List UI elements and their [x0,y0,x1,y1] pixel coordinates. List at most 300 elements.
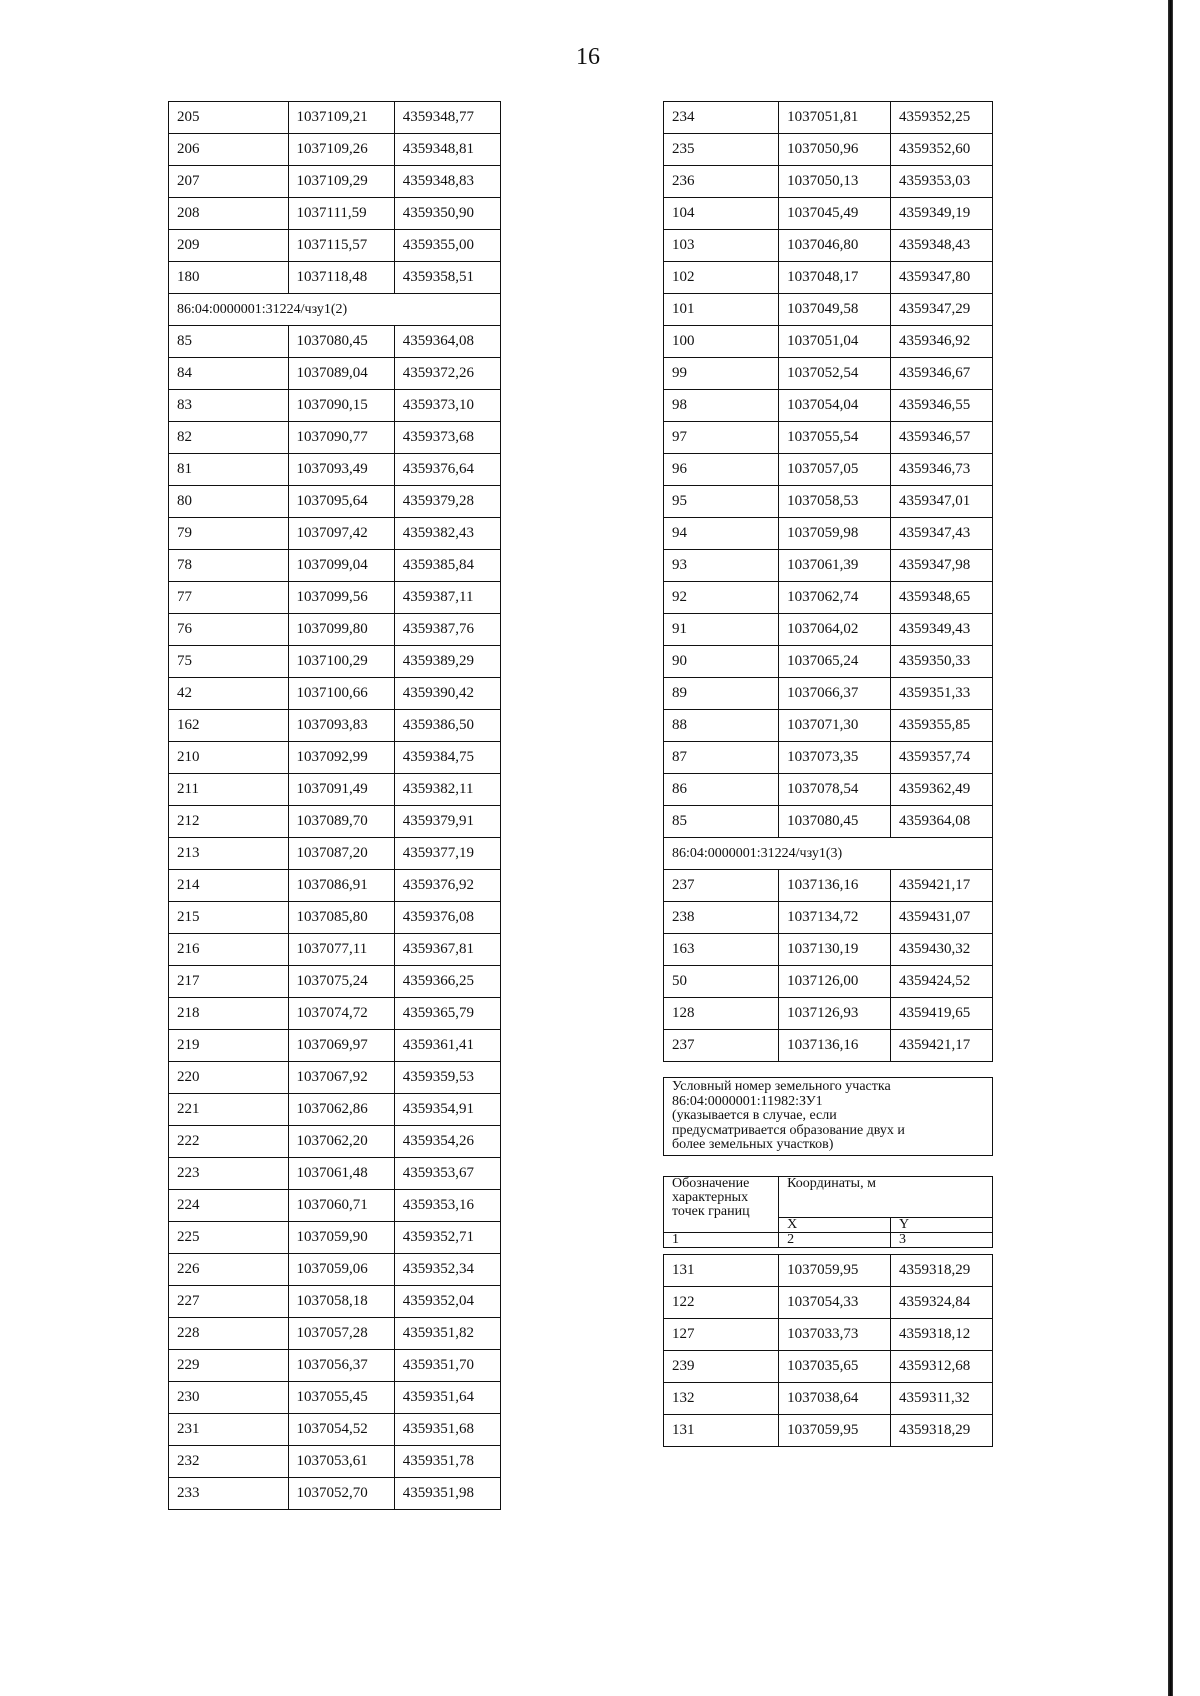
x-coordinate-cell: 1037115,57 [288,230,394,262]
right-coordinates-table [663,101,993,1062]
x-coordinate-cell: 1037061,39 [779,550,891,582]
table-row [169,326,501,358]
y-coordinate-cell: 4359377,19 [394,838,500,870]
x-coordinate-cell: 1037045,49 [779,198,891,230]
point-id-cell: 85 [169,326,289,358]
point-id-cell: 84 [169,358,289,390]
table-row [169,486,501,518]
x-coordinate-cell: 1037059,98 [779,518,891,550]
table-row [664,102,993,134]
table-row [169,198,501,230]
y-coordinate-cell: 4359354,91 [394,1094,500,1126]
point-id-cell: 94 [664,518,779,550]
column-number: 3 [891,1233,993,1248]
point-id-cell: 163 [664,934,779,966]
point-id-cell: 234 [664,102,779,134]
x-coordinate-cell: 1037111,59 [288,198,394,230]
y-coordinate-cell: 4359431,07 [891,902,993,934]
point-id-cell: 162 [169,710,289,742]
point-id-cell: 104 [664,198,779,230]
point-id-cell: 127 [664,1319,779,1351]
condition-line: более земельных участков) [672,1137,834,1152]
table-row [169,870,501,902]
point-id-cell: 95 [664,486,779,518]
y-coordinate-cell: 4359390,42 [394,678,500,710]
y-coordinate-cell: 4359366,25 [394,966,500,998]
x-coordinate-cell: 1037058,18 [288,1286,394,1318]
x-coordinate-cell: 1037085,80 [288,902,394,934]
y-coordinate-cell: 4359348,83 [394,166,500,198]
point-id-cell: 89 [664,678,779,710]
x-coordinate-cell: 1037057,28 [288,1318,394,1350]
x-coordinate-cell: 1037093,49 [288,454,394,486]
condition-line: (указывается в случае, если [672,1108,837,1123]
table-row [664,198,993,230]
point-id-cell: 42 [169,678,289,710]
point-id-cell: 219 [169,1030,289,1062]
table-row [169,1158,501,1190]
y-coordinate-cell: 4359346,92 [891,326,993,358]
y-coordinate-cell: 4359430,32 [891,934,993,966]
point-id-cell: 237 [664,870,779,902]
y-coordinate-cell: 4359385,84 [394,550,500,582]
y-coordinate-cell: 4359362,49 [891,774,993,806]
x-coordinate-cell: 1037052,54 [779,358,891,390]
point-id-cell: 239 [664,1351,779,1383]
x-coordinate-cell: 1037134,72 [779,902,891,934]
table-row [169,1222,501,1254]
point-id-cell: 75 [169,646,289,678]
point-id-cell: 76 [169,614,289,646]
left-coordinates-table [168,101,501,1510]
table-row [664,230,993,262]
table-row [169,742,501,774]
x-coordinate-cell: 1037109,21 [288,102,394,134]
point-id-cell: 122 [664,1287,779,1319]
y-coordinate-cell: 4359357,74 [891,742,993,774]
x-coordinate-cell: 1037073,35 [779,742,891,774]
y-coordinate-cell: 4359382,43 [394,518,500,550]
point-id-cell: 50 [664,966,779,998]
point-id-cell: 226 [169,1254,289,1286]
y-coordinate-cell: 4359351,64 [394,1382,500,1414]
x-coordinate-cell: 1037095,64 [288,486,394,518]
y-coordinate-cell: 4359353,16 [394,1190,500,1222]
y-coordinate-cell: 4359318,12 [891,1319,993,1351]
x-coordinate-cell: 1037089,04 [288,358,394,390]
y-coordinate-cell: 4359419,65 [891,998,993,1030]
x-coordinate-cell: 1037038,64 [779,1383,891,1415]
point-id-cell: 102 [664,262,779,294]
y-coordinate-cell: 4359384,75 [394,742,500,774]
y-coordinate-cell: 4359352,60 [891,134,993,166]
point-id-cell: 233 [169,1478,289,1510]
point-id-cell: 92 [664,582,779,614]
point-id-cell: 90 [664,646,779,678]
point-id-cell: 101 [664,294,779,326]
y-header: Y [891,1218,993,1233]
point-id-cell: 224 [169,1190,289,1222]
point-id-cell: 211 [169,774,289,806]
x-coordinate-cell: 1037109,29 [288,166,394,198]
table-row [169,934,501,966]
x-coordinate-cell: 1037050,96 [779,134,891,166]
table-row [169,1062,501,1094]
point-id-cell: 213 [169,838,289,870]
x-coordinate-cell: 1037067,92 [288,1062,394,1094]
y-coordinate-cell: 4359372,26 [394,358,500,390]
x-coordinate-cell: 1037050,13 [779,166,891,198]
scan-edge-line [1168,0,1173,1696]
x-coordinate-cell: 1037058,53 [779,486,891,518]
table-row [169,454,501,486]
x-coordinate-cell: 1037090,15 [288,390,394,422]
y-coordinate-cell: 4359348,77 [394,102,500,134]
x-coordinate-cell: 1037054,04 [779,390,891,422]
table-row [664,998,993,1030]
y-coordinate-cell: 4359347,43 [891,518,993,550]
point-id-cell: 222 [169,1126,289,1158]
point-id-cell: 85 [664,806,779,838]
x-coordinate-cell: 1037059,90 [288,1222,394,1254]
x-coordinate-cell: 1037136,16 [779,870,891,902]
table-row [664,1287,993,1319]
table-row [169,1286,501,1318]
x-coordinate-cell: 1037062,20 [288,1126,394,1158]
x-coordinate-cell: 1037055,54 [779,422,891,454]
point-id-cell: 99 [664,358,779,390]
table-row [664,1030,993,1062]
y-coordinate-cell: 4359353,67 [394,1158,500,1190]
table-row [664,326,993,358]
x-coordinate-cell: 1037097,42 [288,518,394,550]
y-coordinate-cell: 4359389,29 [394,646,500,678]
condition-line: предусматривается образование двух и [672,1122,905,1138]
y-coordinate-cell: 4359421,17 [891,870,993,902]
y-coordinate-cell: 4359348,65 [891,582,993,614]
x-coordinate-cell: 1037048,17 [779,262,891,294]
point-id-cell: 86 [664,774,779,806]
section-row [664,838,993,870]
y-coordinate-cell: 4359352,34 [394,1254,500,1286]
table-row [169,998,501,1030]
point-id-cell: 218 [169,998,289,1030]
table-row [664,262,993,294]
point-id-cell: 83 [169,390,289,422]
y-coordinate-cell: 4359376,92 [394,870,500,902]
point-id-cell: 225 [169,1222,289,1254]
y-coordinate-cell: 4359379,91 [394,806,500,838]
table-row [169,902,501,934]
designation-header: Обозначение характерных точек границ [664,1177,779,1233]
point-id-cell: 88 [664,710,779,742]
y-coordinate-cell: 4359351,68 [394,1414,500,1446]
y-coordinate-cell: 4359353,03 [891,166,993,198]
point-id-cell: 132 [664,1383,779,1415]
y-coordinate-cell: 4359352,71 [394,1222,500,1254]
table-row [169,1414,501,1446]
table-row [664,166,993,198]
point-id-cell: 235 [664,134,779,166]
y-coordinate-cell: 4359358,51 [394,262,500,294]
table-row [664,422,993,454]
point-id-cell: 212 [169,806,289,838]
section-label: 86:04:0000001:31224/чзу1(2) [169,294,501,326]
section-label: 86:04:0000001:31224/чзу1(3) [664,838,993,870]
y-coordinate-cell: 4359365,79 [394,998,500,1030]
y-coordinate-cell: 4359367,81 [394,934,500,966]
y-coordinate-cell: 4359318,29 [891,1415,993,1447]
x-coordinate-cell: 1037130,19 [779,934,891,966]
point-id-cell: 206 [169,134,289,166]
x-coordinate-cell: 1037051,04 [779,326,891,358]
coordinates-header: Координаты, м [779,1177,993,1218]
table-row [169,422,501,454]
y-coordinate-cell: 4359324,84 [891,1287,993,1319]
point-id-cell: 208 [169,198,289,230]
point-id-cell: 229 [169,1350,289,1382]
x-coordinate-cell: 1037091,49 [288,774,394,806]
point-id-cell: 230 [169,1382,289,1414]
parcel-condition-note [663,1077,993,1156]
x-coordinate-cell: 1037080,45 [288,326,394,358]
table-row [664,710,993,742]
table-row [664,486,993,518]
x-coordinate-cell: 1037053,61 [288,1446,394,1478]
table-row [664,870,993,902]
y-coordinate-cell: 4359351,33 [891,678,993,710]
point-id-cell: 180 [169,262,289,294]
y-coordinate-cell: 4359424,52 [891,966,993,998]
x-coordinate-cell: 1037049,58 [779,294,891,326]
x-coordinate-cell: 1037078,54 [779,774,891,806]
table-row [169,582,501,614]
x-coordinate-cell: 1037099,04 [288,550,394,582]
table-row [664,902,993,934]
point-id-cell: 215 [169,902,289,934]
point-id-cell: 236 [664,166,779,198]
y-coordinate-cell: 4359348,43 [891,230,993,262]
y-coordinate-cell: 4359348,81 [394,134,500,166]
point-id-cell: 81 [169,454,289,486]
condition-line: Условный номер земельного участка [672,1079,891,1094]
x-coordinate-cell: 1037126,93 [779,998,891,1030]
x-coordinate-cell: 1037064,02 [779,614,891,646]
table-row [664,390,993,422]
y-coordinate-cell: 4359347,98 [891,550,993,582]
point-id-cell: 100 [664,326,779,358]
table-row [664,582,993,614]
table-row [664,550,993,582]
table-row [664,1415,993,1447]
x-coordinate-cell: 1037065,24 [779,646,891,678]
y-coordinate-cell: 4359379,28 [394,486,500,518]
table-row [664,614,993,646]
page-number: 16 [576,44,600,70]
table-row [664,646,993,678]
point-id-cell: 227 [169,1286,289,1318]
y-coordinate-cell: 4359387,76 [394,614,500,646]
column-number: 1 [664,1233,779,1248]
x-coordinate-cell: 1037089,70 [288,806,394,838]
point-id-cell: 217 [169,966,289,998]
point-id-cell: 87 [664,742,779,774]
table-row [664,1351,993,1383]
x-coordinate-cell: 1037054,52 [288,1414,394,1446]
y-coordinate-cell: 4359346,67 [891,358,993,390]
x-coordinate-cell: 1037075,24 [288,966,394,998]
table-row [664,454,993,486]
x-coordinate-cell: 1037136,16 [779,1030,891,1062]
table-row [169,646,501,678]
table-row [169,390,501,422]
x-coordinate-cell: 1037051,81 [779,102,891,134]
y-coordinate-cell: 4359346,57 [891,422,993,454]
table-row [169,614,501,646]
y-coordinate-cell: 4359350,90 [394,198,500,230]
point-id-cell: 238 [664,902,779,934]
x-coordinate-cell: 1037059,95 [779,1255,891,1287]
x-coordinate-cell: 1037059,95 [779,1415,891,1447]
x-coordinate-cell: 1037090,77 [288,422,394,454]
y-coordinate-cell: 4359382,11 [394,774,500,806]
x-coordinate-cell: 1037100,66 [288,678,394,710]
x-coordinate-cell: 1037086,91 [288,870,394,902]
table-row [169,966,501,998]
point-id-cell: 82 [169,422,289,454]
y-coordinate-cell: 4359364,08 [891,806,993,838]
table-row [169,1030,501,1062]
table-row [169,1478,501,1510]
y-coordinate-cell: 4359421,17 [891,1030,993,1062]
point-id-cell: 237 [664,1030,779,1062]
y-coordinate-cell: 4359318,29 [891,1255,993,1287]
y-coordinate-cell: 4359311,32 [891,1383,993,1415]
x-coordinate-cell: 1037056,37 [288,1350,394,1382]
x-coordinate-cell: 1037074,72 [288,998,394,1030]
table-row [169,358,501,390]
y-coordinate-cell: 4359346,73 [891,454,993,486]
point-id-cell: 209 [169,230,289,262]
y-coordinate-cell: 4359312,68 [891,1351,993,1383]
y-coordinate-cell: 4359347,01 [891,486,993,518]
x-coordinate-cell: 1037062,86 [288,1094,394,1126]
x-coordinate-cell: 1037118,48 [288,262,394,294]
table-row [664,934,993,966]
point-id-cell: 131 [664,1255,779,1287]
x-coordinate-cell: 1037055,45 [288,1382,394,1414]
table-row [664,294,993,326]
table-row [169,1094,501,1126]
table-row [664,678,993,710]
x-coordinate-cell: 1037099,80 [288,614,394,646]
x-coordinate-cell: 1037060,71 [288,1190,394,1222]
x-coordinate-cell: 1037093,83 [288,710,394,742]
y-coordinate-cell: 4359354,26 [394,1126,500,1158]
table-row [169,262,501,294]
section-row [169,294,501,326]
x-coordinate-cell: 1037046,80 [779,230,891,262]
x-coordinate-cell: 1037054,33 [779,1287,891,1319]
table-row [664,966,993,998]
point-id-cell: 97 [664,422,779,454]
x-coordinate-cell: 1037033,73 [779,1319,891,1351]
y-coordinate-cell: 4359373,10 [394,390,500,422]
table-row [169,1126,501,1158]
x-coordinate-cell: 1037092,99 [288,742,394,774]
y-coordinate-cell: 4359346,55 [891,390,993,422]
y-coordinate-cell: 4359387,11 [394,582,500,614]
point-id-cell: 220 [169,1062,289,1094]
parcel-coordinates-table [663,1254,993,1447]
table-row [169,838,501,870]
point-id-cell: 228 [169,1318,289,1350]
x-coordinate-cell: 1037057,05 [779,454,891,486]
point-id-cell: 80 [169,486,289,518]
table-row [664,1383,993,1415]
table-row [169,134,501,166]
y-coordinate-cell: 4359347,29 [891,294,993,326]
table-row [169,678,501,710]
table-row [169,1318,501,1350]
x-coordinate-cell: 1037062,74 [779,582,891,614]
point-id-cell: 93 [664,550,779,582]
table-row [169,1190,501,1222]
table-row [169,1382,501,1414]
point-id-cell: 78 [169,550,289,582]
table-row [664,742,993,774]
table-row [664,774,993,806]
point-id-cell: 205 [169,102,289,134]
point-id-cell: 131 [664,1415,779,1447]
y-coordinate-cell: 4359349,19 [891,198,993,230]
y-coordinate-cell: 4359347,80 [891,262,993,294]
table-row [169,1446,501,1478]
y-coordinate-cell: 4359351,78 [394,1446,500,1478]
y-coordinate-cell: 4359386,50 [394,710,500,742]
point-id-cell: 207 [169,166,289,198]
y-coordinate-cell: 4359376,08 [394,902,500,934]
x-coordinate-cell: 1037066,37 [779,678,891,710]
table-row [169,102,501,134]
table-row [169,230,501,262]
point-id-cell: 223 [169,1158,289,1190]
point-id-cell: 98 [664,390,779,422]
x-coordinate-cell: 1037087,20 [288,838,394,870]
table-row [169,518,501,550]
table-row [664,806,993,838]
y-coordinate-cell: 4359349,43 [891,614,993,646]
y-coordinate-cell: 4359373,68 [394,422,500,454]
table-row [169,1350,501,1382]
point-id-cell: 91 [664,614,779,646]
table-row [664,134,993,166]
x-coordinate-cell: 1037077,11 [288,934,394,966]
x-coordinate-cell: 1037109,26 [288,134,394,166]
table-row [169,550,501,582]
y-coordinate-cell: 4359352,25 [891,102,993,134]
point-id-cell: 214 [169,870,289,902]
column-number: 2 [779,1233,891,1248]
x-coordinate-cell: 1037099,56 [288,582,394,614]
table-row [169,166,501,198]
table-row [664,1255,993,1287]
y-coordinate-cell: 4359351,70 [394,1350,500,1382]
x-coordinate-cell: 1037035,65 [779,1351,891,1383]
point-id-cell: 216 [169,934,289,966]
y-coordinate-cell: 4359364,08 [394,326,500,358]
point-id-cell: 231 [169,1414,289,1446]
